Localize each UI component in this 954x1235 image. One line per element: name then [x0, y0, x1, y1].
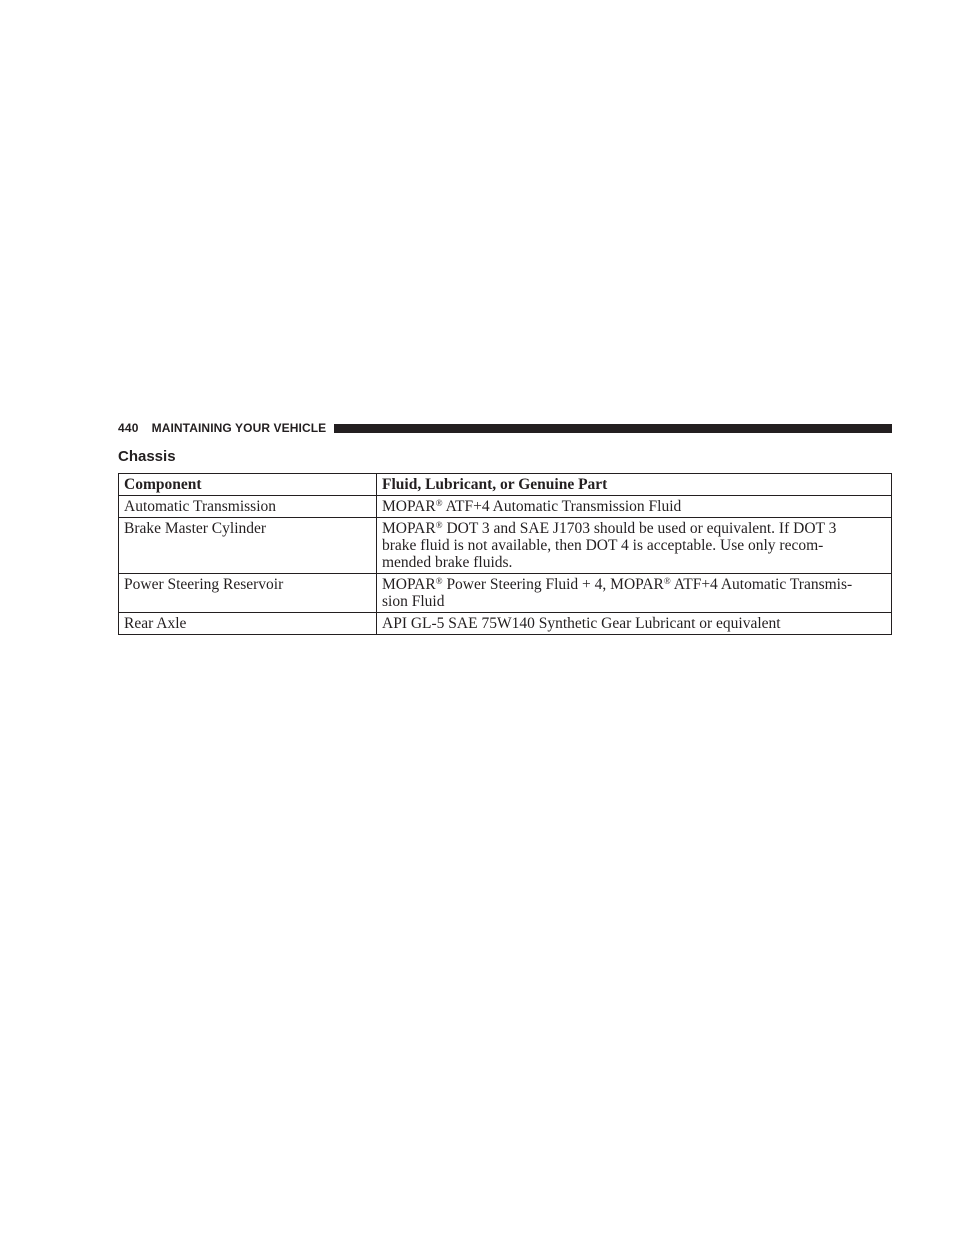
- page-header: [118, 420, 892, 436]
- fluid-text: mended brake fluids.: [382, 554, 513, 571]
- page-number: 440: [118, 421, 139, 435]
- column-header-fluid: Fluid, Lubricant, or Genuine Part: [377, 474, 892, 496]
- component-cell: Brake Master Cylinder: [119, 518, 377, 574]
- running-section-title: MAINTAINING YOUR VEHICLE: [151, 421, 327, 435]
- chassis-fluids-table: [118, 473, 892, 635]
- table-row: [119, 613, 892, 635]
- component-cell: Automatic Transmission: [119, 496, 377, 518]
- fluid-text: brake fluid is not available, then DOT 4 is acceptable. Use only recom-: [382, 537, 824, 554]
- fluid-text: MOPAR: [382, 520, 436, 537]
- component-cell: Power Steering Reservoir: [119, 574, 377, 613]
- column-header-component: Component: [119, 474, 377, 496]
- table-row: [119, 496, 892, 518]
- fluid-text: sion Fluid: [382, 593, 445, 610]
- header-rule-bar: [334, 424, 892, 433]
- fluid-cell: [377, 518, 892, 574]
- fluid-text: MOPAR: [382, 576, 436, 593]
- fluid-cell: [377, 574, 892, 613]
- fluid-text: ATF+4 Automatic Transmission Fluid: [442, 498, 682, 515]
- registered-mark: ®: [435, 576, 443, 586]
- fluid-text: ATF+4 Automatic Transmis-: [670, 576, 853, 593]
- fluid-cell: [377, 496, 892, 518]
- registered-mark: ®: [435, 498, 443, 508]
- table-row: [119, 574, 892, 613]
- registered-mark: ®: [435, 520, 443, 530]
- table-header-row: [119, 474, 892, 496]
- registered-mark: ®: [663, 576, 671, 586]
- component-cell: Rear Axle: [119, 613, 377, 635]
- table-row: [119, 518, 892, 574]
- fluid-cell: API GL-5 SAE 75W140 Synthetic Gear Lubricant or equivalent: [377, 613, 892, 635]
- fluid-text: Power Steering Fluid + 4, MOPAR: [442, 576, 664, 593]
- fluid-text: MOPAR: [382, 498, 436, 515]
- section-title: Chassis: [118, 448, 176, 465]
- fluid-text: DOT 3 and SAE J1703 should be used or equivalent. If DOT 3: [442, 520, 837, 537]
